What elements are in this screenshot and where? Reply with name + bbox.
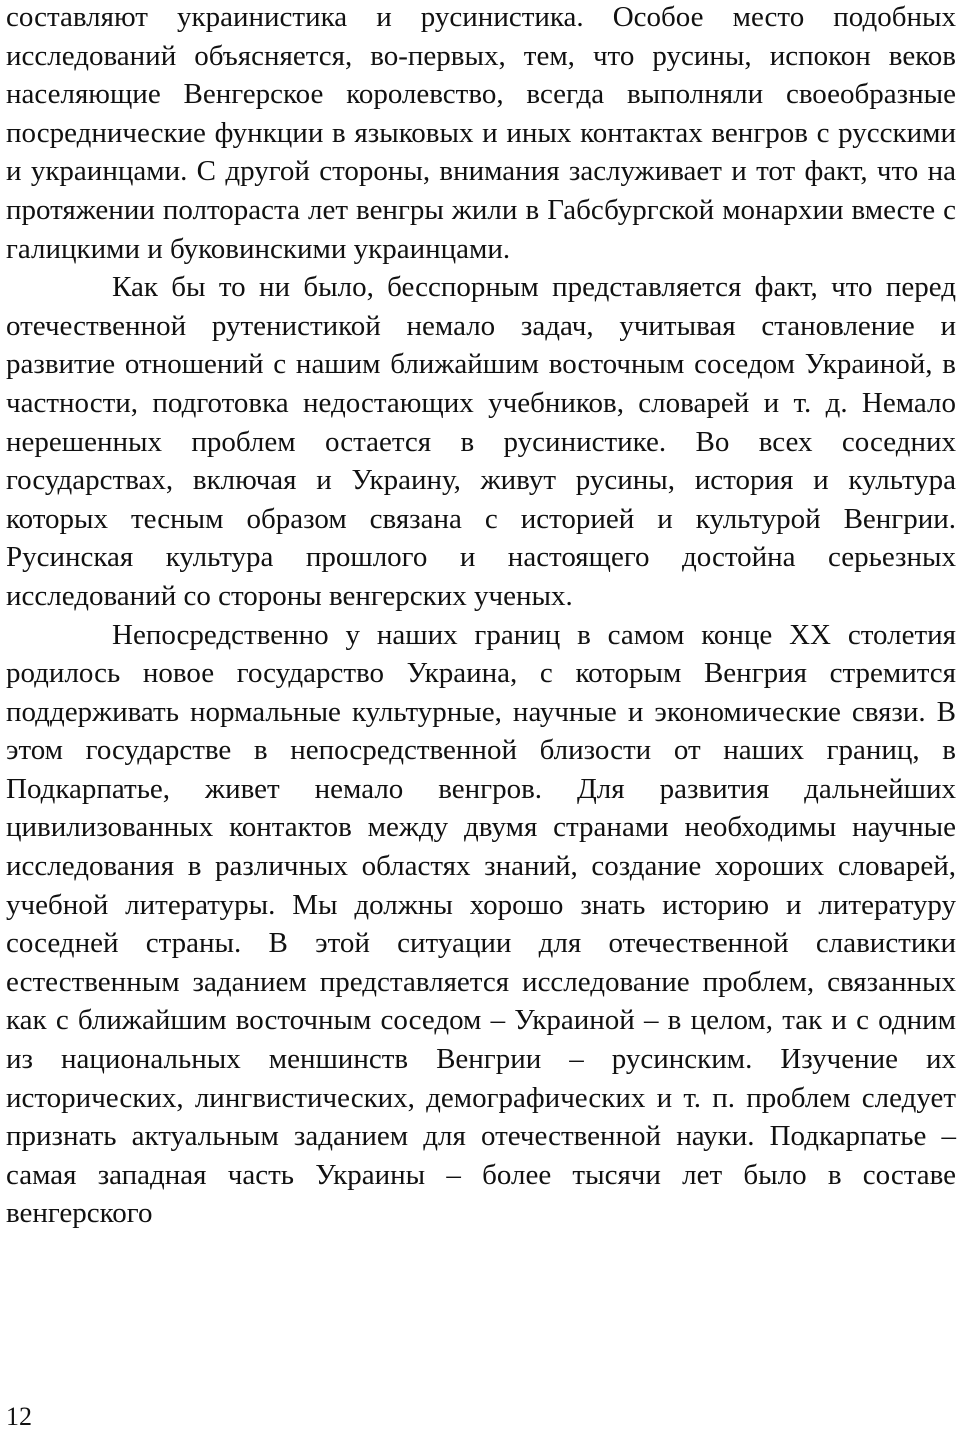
page-text: [6, 0, 956, 1233]
page-number: 12: [6, 1402, 32, 1431]
paragraph-rutenistika: Как бы то ни было, бесспорным представляется факт, что перед отечественной рутенистикой немало задач, учитывая становление и развитие отношений с нашим ближайшим восточным соседом Украиной, в частности, подготовка недостающих учебников, словарей и т. д. Немало нерешенных проблем остается в русинистике. Во всех соседних государствах, включая и Украину, живут русины, история и культура которых тесным образом связана с историей и культурой Венгрии. Русинская культура прошлого и настоящего достойна серьезных исследований со стороны венгерских ученых.: [6, 271, 956, 612]
paragraph-ukraine-state: Непосредственно у наших границ в самом конце XX столетия родилось новое государство Украина, с которым Венгрия стремится поддерживать нормальные культурные, научные и экономические связи. В этом государстве в непосредственной близости от наших границ, в Подкарпатье, живет немало венгров. Для развития дальнейших цивилизованных контактов между двумя странами необходимы научные исследования в различных областях знаний, создание хороших словарей, учебной литературы. Мы должны хорошо знать историю и литературу соседней страны. В этой ситуации для отечественной славистики естественным заданием представляется исследование проблем, связанных как с ближайшим восточным соседом – Украиной – в целом, так и с одним из национальных меншинств Венгрии – русинским. Изучение их исторических, лингвистических, демографических и т. п. проблем следует признать актуальным заданием для отечественной науки. Подкарпатье – самая западная часть Украины – более тысячи лет было в составе венгерского: [6, 618, 956, 1230]
paragraph-continuation: составляют украинистика и русинистика. Особое место подобных исследований объясняется, во-первых, тем, что русины, испокон веков населяющие Венгерское королевство, всегда выполняли своеобразные посреднические функции в языковых и иных контактах венгров с русскими и украинцами. С другой стороны, внимания заслуживает и тот факт, что на протяжении полтораста лет венгры жили в Габсбургской монархии вместе с галицкими и буковинскими украинцами.: [6, 1, 956, 265]
